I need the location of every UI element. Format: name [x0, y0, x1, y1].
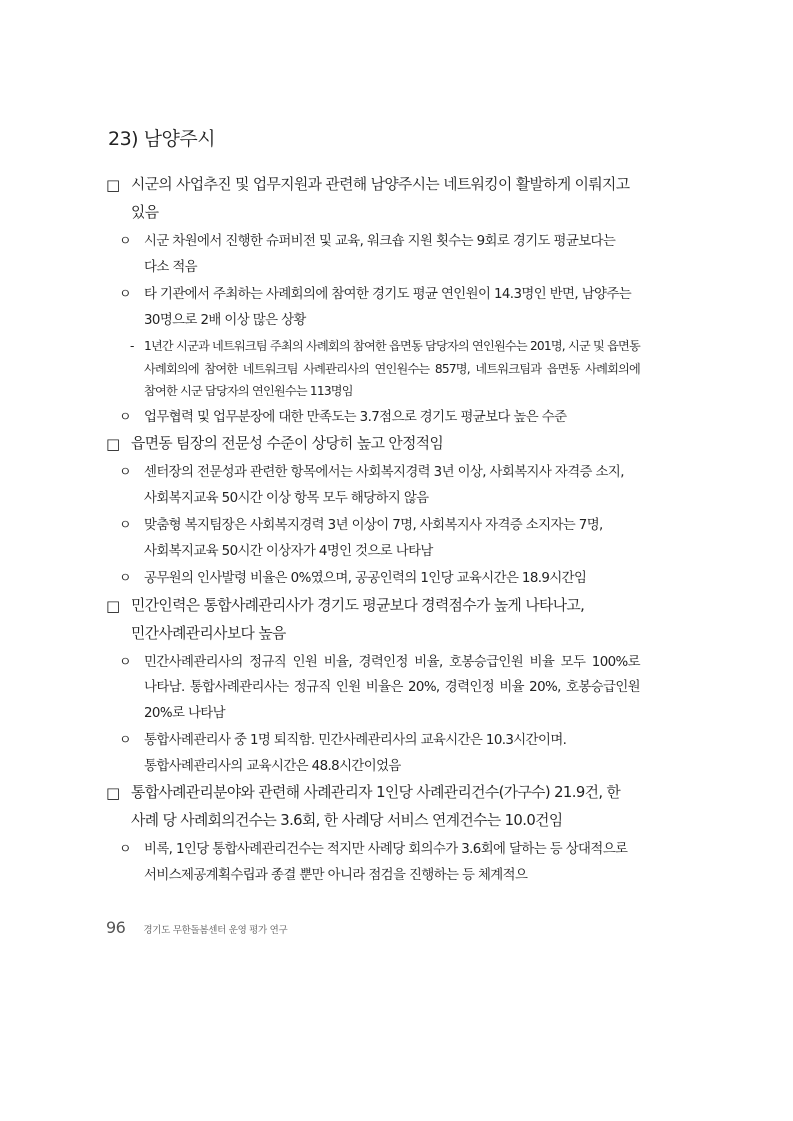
bullet-text: 시군 차원에서 진행한 슈퍼비전 및 교육, 워크숍 지원 횟수는 9회로 경기도 평균보다는 다소 적음: [144, 234, 616, 275]
bullet-text: 민간사례관리사의 정규직 인원 비율, 경력인정 비율, 호봉승급인원 비율 모두 100%로 나타남. 통합사례관리사는 정규직 인원 비율은 20%, 경력인정 비율 20%, 호봉승급인원 20%로 나타남: [144, 654, 640, 721]
page-footer: [106, 918, 287, 937]
circle-bullet-item: [106, 282, 640, 333]
bullet-text: 업무협력 및 업무분장에 대한 만족도는 3.7점으로 경기도 평균보다 높은 수준: [144, 409, 567, 425]
bullet-text: 타 기관에서 주최하는 사례회의에 참여한 경기도 평균 연인원이 14.3명인 반면, 남양주는 30명으로 2배 이상 많은 상황: [144, 287, 632, 328]
running-title: 경기도 무한돌봄센터 운영 평가 연구: [143, 925, 288, 936]
bullet-text: 센터장의 전문성과 관련한 항목에서는 사회복지경력 3년 이상, 사회복지사 자격증 소지, 사회복지교육 50시간 이상 항목 모두 해당하지 않음: [144, 465, 624, 506]
square-bullet-icon: □: [106, 176, 120, 194]
dash-bullet-item: [106, 335, 640, 403]
square-bullet-item: [106, 779, 640, 835]
bullet-text: 통합사례관리분야와 관련해 사례관리자 1인당 사례관리건수(가구수) 21.9건, 한 사례 당 사례회의건수는 3.6회, 한 사례당 서비스 연계건수는 10.0건임: [131, 784, 621, 829]
square-bullet-item: [106, 430, 640, 458]
circle-bullet-icon: ㅇ: [119, 465, 131, 480]
circle-bullet-item: [106, 513, 640, 564]
circle-bullet-item: [106, 650, 640, 727]
section-title: 23) 남양주시: [108, 128, 216, 150]
square-bullet-item: [106, 592, 640, 648]
square-bullet-icon: □: [106, 784, 120, 802]
bullet-text: 민간인력은 통합사례관리사가 경기도 평균보다 경력점수가 높게 나타나고, 민간사례관리사보다 높음: [131, 596, 585, 642]
circle-bullet-item: [106, 566, 640, 592]
circle-bullet-icon: ㅇ: [119, 234, 131, 249]
circle-bullet-icon: ㅇ: [119, 409, 131, 425]
circle-bullet-icon: ㅇ: [119, 287, 131, 302]
circle-bullet-item: [106, 405, 640, 431]
body-content: [106, 171, 640, 888]
square-bullet-icon: □: [106, 435, 120, 453]
square-bullet-item: [106, 171, 640, 227]
bullet-text: 공무원의 인사발령 비율은 0%였으며, 공공인력의 1인당 교육시간은 18.9시간임: [144, 571, 587, 586]
circle-bullet-item: [106, 837, 640, 888]
dash-bullet-icon: -: [130, 339, 134, 353]
bullet-text: 시군의 사업추진 및 업무지원과 관련해 남양주시는 네트워킹이 활발하게 이뤄지고 있음: [131, 176, 630, 221]
circle-bullet-item: [106, 728, 640, 779]
circle-bullet-icon: ㅇ: [119, 518, 131, 533]
bullet-text: 비록, 1인당 통합사례관리건수는 적지만 사례당 회의수가 3.6회에 달하는 등 상대적으로 서비스제공계획수립과 종결 뿐만 아니라 점검을 진행하는 등 체계적으: [144, 842, 628, 883]
circle-bullet-icon: ㅇ: [119, 733, 131, 748]
circle-bullet-icon: ㅇ: [119, 654, 131, 670]
bullet-text: 읍면동 팀장의 전문성 수준이 상당히 높고 안정적임: [131, 435, 444, 452]
bullet-text: 통합사례관리사 중 1명 퇴직함. 민간사례관리사의 교육시간은 10.3시간이며. 통합사례관리사의 교육시간은 48.8시간이었음: [144, 733, 567, 774]
bullet-text: 1년간 시군과 네트워크팀 주최의 사례회의 참여한 읍면동 담당자의 연인원수는 201명, 시군 및 읍면동 사례회의에 참여한 네트워크팀 사례관리사의 연인원수는 857명, 네트워크팀과 읍면동 사례회의에 참여한 시군 담당자의 연인원수는 113명임: [144, 339, 640, 398]
page-number: 96: [106, 918, 126, 937]
circle-bullet-item: [106, 460, 640, 511]
circle-bullet-icon: ㅇ: [119, 842, 131, 857]
bullet-text: 맞춤형 복지팀장은 사회복지경력 3년 이상이 7명, 사회복지사 자격증 소지자는 7명, 사회복지교육 50시간 이상자가 4명인 것으로 나타남: [144, 518, 603, 559]
square-bullet-icon: □: [106, 596, 120, 615]
circle-bullet-item: [106, 229, 640, 280]
circle-bullet-icon: ㅇ: [119, 571, 131, 586]
